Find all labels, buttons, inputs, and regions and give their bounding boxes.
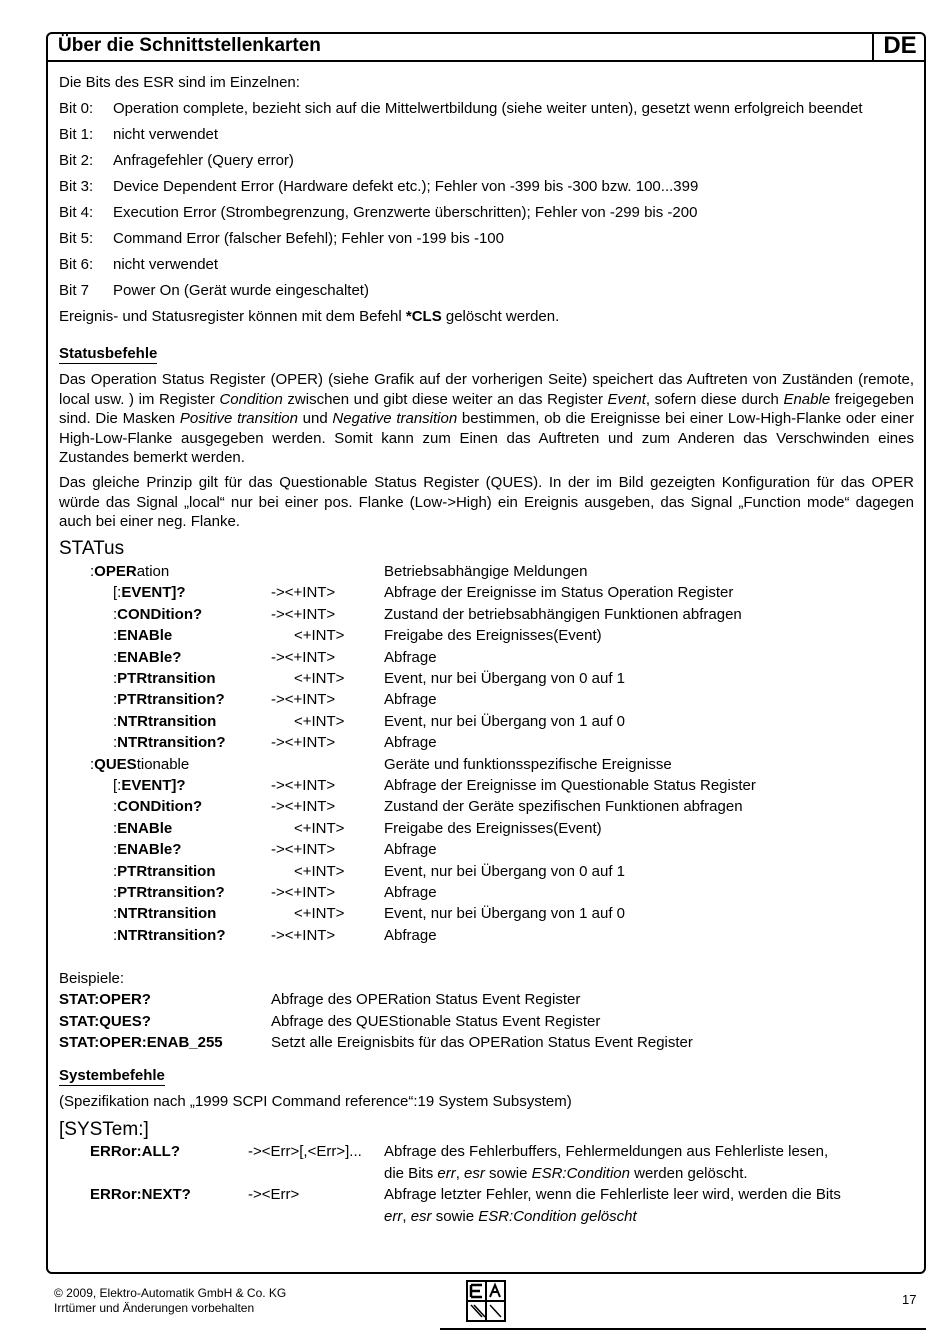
status-description: Freigabe des Ereignisses(Event): [384, 627, 602, 645]
status-command: [113, 713, 216, 730]
italic-term: ESR:Condition: [531, 1165, 630, 1182]
cmd-prefix: :: [113, 841, 118, 859]
cmd-rest: ition?: [161, 798, 203, 816]
status-description: Abfrage: [384, 884, 437, 901]
status-root-command: STATus: [59, 538, 125, 559]
status-description: Abfrage: [384, 691, 437, 709]
cmd-prefix: :: [113, 862, 118, 880]
clear-note: [59, 308, 559, 325]
bit-label: Bit 2:: [59, 152, 94, 169]
bit-description: Command Error (falscher Befehl); Fehler von -199 bis -100: [113, 230, 504, 247]
system-root-command: [SYSTem:]: [59, 1119, 149, 1140]
cmd-prefix: :: [90, 563, 95, 580]
status-param: -><+INT>: [271, 926, 336, 944]
system-param: -><Err>: [248, 1186, 300, 1203]
status-param: -><+INT>: [271, 841, 336, 859]
status-param: -><+INT>: [271, 884, 336, 901]
language-badge: DE: [872, 32, 926, 60]
status-description: Event, nur bei Übergang von 0 auf 1: [384, 670, 625, 687]
system-description-cont: [384, 1165, 748, 1182]
cmd-prefix: [:: [113, 584, 122, 602]
italic-term: Negative transition: [332, 410, 458, 427]
text: und: [297, 410, 333, 427]
system-command: ERRor:ALL?: [90, 1143, 180, 1160]
status-param: -><+INT>: [271, 584, 336, 602]
bit-label: Bit 5:: [59, 230, 94, 247]
status-command: [113, 649, 181, 666]
cmd-prefix: :: [113, 605, 118, 623]
status-param: <+INT>: [294, 905, 345, 923]
italic-term: Positive transition: [179, 410, 298, 427]
bit-description: Operation complete, bezieht sich auf die Mittelwertbildung (siehe weiter unten), gesetzt wenn erfolgreich beendet: [113, 100, 863, 117]
status-paragraph-1: [59, 370, 914, 468]
cmd-prefix: [:: [113, 777, 122, 794]
cmd-short: EVENT]?: [121, 777, 186, 794]
example-description: Setzt alle Ereignisbits für das OPERation Status Event Register: [271, 1034, 693, 1051]
status-command: [90, 756, 189, 773]
cmd-short: ENAB: [117, 819, 160, 837]
cmd-short: PTR: [117, 862, 148, 880]
status-description: Abfrage: [384, 926, 437, 944]
status-param: -><+INT>: [271, 734, 336, 752]
bit-label: Bit 4:: [59, 204, 94, 221]
status-command: [113, 841, 181, 858]
cmd-short: COND: [117, 798, 162, 816]
status-description: Abfrage: [384, 648, 437, 666]
italic-term: err: [384, 1208, 403, 1225]
status-command: [113, 584, 186, 601]
text: ,: [455, 1165, 465, 1182]
status-command: [113, 627, 172, 644]
text: sowie: [431, 1208, 479, 1225]
status-param: <+INT>: [294, 670, 345, 687]
status-description: Zustand der Geräte spezifischen Funktionen abfragen: [384, 798, 743, 816]
cmd-prefix: :: [113, 627, 118, 645]
cmd-short: ENAB: [117, 841, 160, 859]
text: freigegeben sind. Die Masken: [59, 390, 914, 427]
system-spec: (Spezifikation nach „1999 SCPI Command reference“:19 System Subsystem): [59, 1093, 572, 1110]
cmd-short: COND: [117, 605, 162, 623]
cmd-prefix: :: [113, 712, 118, 730]
status-command: [113, 884, 225, 901]
text: ,: [402, 1208, 411, 1225]
cmd-rest: transition?: [147, 691, 225, 709]
cmd-short: NTR: [117, 734, 148, 752]
cmd-rest: transition?: [148, 734, 226, 752]
cmd-prefix: :: [113, 648, 118, 666]
italic-term: Event: [607, 390, 646, 408]
page-header: [46, 32, 926, 62]
bits-intro: Die Bits des ESR sind im Einzelnen:: [59, 74, 300, 91]
bit-description: nicht verwendet: [113, 256, 219, 273]
italic-term: err: [437, 1165, 456, 1182]
text: , sofern diese durch: [645, 390, 784, 408]
cmd-short: EVENT]?: [121, 584, 186, 602]
system-param: -><Err>[,<Err>]...: [248, 1143, 362, 1160]
bit-description: Anfragefehler (Query error): [113, 152, 294, 169]
status-command: [113, 606, 202, 623]
example-description: Abfrage des QUEStionable Status Event Register: [271, 1013, 601, 1030]
cmd-short: PTR: [117, 670, 148, 687]
status-command: [113, 670, 216, 687]
cmd-rest: transition: [148, 712, 217, 730]
cmd-rest: le?: [159, 841, 182, 859]
status-command: [113, 798, 202, 815]
italic-term: Condition: [219, 390, 283, 408]
cmd-prefix: :: [90, 755, 95, 773]
bit-description: Power On (Gerät wurde eingeschaltet): [113, 282, 369, 299]
clear-note-text: gelöscht werden.: [441, 308, 560, 325]
text: die Bits: [384, 1165, 438, 1182]
status-command: [113, 777, 186, 794]
bit-label: Bit 0:: [59, 100, 94, 117]
bit-label: Bit 3:: [59, 178, 94, 195]
cmd-short: PTR: [117, 691, 148, 709]
status-command: [113, 863, 216, 880]
status-param: <+INT>: [294, 819, 345, 837]
status-command: [113, 905, 216, 922]
status-paragraph-2: Das gleiche Prinzip gilt für das Questionable Status Register (QUES). In der im Bild gezeigten Konfiguration für das OPER würde das Signal „local“ nur bei einer pos. Flanke (Low->High) ein Ereignis ausgeben, das Signal „Function mode“ dagegen auch bei einer neg. Flanke.: [59, 474, 914, 530]
status-description: Betriebsabhängige Meldungen: [384, 563, 588, 580]
cmd-rest: le: [159, 627, 173, 645]
page-title: Über die Schnittstellenkarten: [58, 35, 321, 56]
section-heading-system: Systembefehle: [59, 1067, 165, 1084]
cmd-prefix: :: [113, 926, 118, 944]
bit-label: Bit 6:: [59, 256, 94, 273]
example-command: STAT:OPER:ENAB_255: [59, 1034, 223, 1051]
status-param: -><+INT>: [271, 605, 336, 623]
cmd-short: NTR: [117, 926, 148, 944]
cls-command: *CLS: [405, 308, 442, 325]
status-command: [113, 927, 226, 944]
example-command: STAT:OPER?: [59, 991, 151, 1008]
cmd-prefix: :: [113, 734, 118, 752]
italic-term: esr: [464, 1165, 485, 1182]
cmd-short: QUES: [94, 755, 137, 773]
status-description: Event, nur bei Übergang von 0 auf 1: [384, 862, 625, 880]
cmd-rest: transition: [147, 670, 216, 687]
cmd-prefix: :: [113, 691, 118, 709]
status-param: -><+INT>: [271, 648, 336, 666]
cmd-rest: transition: [148, 905, 217, 923]
cmd-short: ENAB: [117, 627, 160, 645]
status-command: [113, 734, 226, 751]
cmd-rest: ition?: [161, 605, 203, 623]
footer-rule: [440, 1328, 926, 1330]
status-param: <+INT>: [294, 862, 345, 880]
examples-label: Beispiele:: [59, 970, 125, 987]
ea-logo-icon: [466, 1280, 506, 1322]
status-description: Abfrage der Ereignisse im Questionable Status Register: [384, 777, 756, 794]
status-description: Abfrage: [384, 841, 437, 859]
page-number: 17: [902, 1292, 917, 1307]
cmd-prefix: :: [113, 884, 118, 901]
status-param: <+INT>: [294, 627, 345, 645]
status-description: Geräte und funktionsspezifische Ereignisse: [384, 755, 672, 773]
status-description: Freigabe des Ereignisses(Event): [384, 819, 602, 837]
system-description-cont: [384, 1208, 637, 1225]
bit-description: nicht verwendet: [113, 126, 219, 143]
footer-copyright: © 2009, Elektro-Automatik GmbH & Co. KG: [54, 1286, 287, 1300]
cmd-rest: transition: [147, 862, 216, 880]
cmd-prefix: :: [113, 905, 118, 923]
cmd-rest: tionable: [136, 755, 190, 773]
cmd-short: PTR: [117, 884, 148, 901]
status-description: Event, nur bei Übergang von 1 auf 0: [384, 905, 625, 923]
bit-label: Bit 7: [59, 282, 90, 299]
status-param: -><+INT>: [271, 798, 336, 816]
bit-description: Execution Error (Strombegrenzung, Grenzwerte überschritten); Fehler von -299 bis -200: [113, 204, 698, 221]
cmd-rest: transition?: [147, 884, 225, 901]
bit-label: Bit 1:: [59, 126, 94, 143]
text: werden gelöscht.: [629, 1165, 748, 1182]
section-heading-status: Statusbefehle: [59, 345, 158, 362]
cmd-short: NTR: [117, 905, 148, 923]
clear-note-text: Ereignis- und Statusregister können mit dem Befehl: [59, 308, 406, 325]
cmd-short: NTR: [117, 712, 148, 730]
example-description: Abfrage des OPERation Status Event Register: [271, 991, 581, 1008]
cmd-rest: transition?: [148, 926, 226, 944]
status-command: [90, 563, 169, 580]
italic-term: ESR:Condition gelöscht: [478, 1208, 637, 1225]
cmd-rest: ation: [136, 563, 170, 580]
cmd-short: ENAB: [117, 648, 160, 666]
status-description: Abfrage: [384, 734, 437, 752]
status-description: Abfrage der Ereignisse im Status Operation Register: [384, 584, 734, 602]
status-command: [113, 820, 172, 837]
status-description: Event, nur bei Übergang von 1 auf 0: [384, 712, 625, 730]
text: bestimmen, ob die Ereignisse bei einer Low-High-Flanke oder einer High-Low-Flanke ausgegeben werden. Somit kann zum Einen das Auftreten und zum Anderen das Verschwinden eines Zustandes bemerkt werden.: [59, 410, 914, 466]
system-command: ERRor:NEXT?: [90, 1186, 191, 1203]
italic-term: Enable: [783, 390, 831, 408]
status-description: Zustand der betriebsabhängigen Funktionen abfragen: [384, 605, 742, 623]
footer-note: Irrtümer und Änderungen vorbehalten: [54, 1301, 255, 1315]
status-param: <+INT>: [294, 712, 345, 730]
bit-description: Device Dependent Error (Hardware defekt etc.); Fehler von -399 bis -300 bzw. 100...399: [113, 178, 699, 195]
system-description: Abfrage letzter Fehler, wenn die Fehlerliste leer wird, werden die Bits: [384, 1186, 841, 1203]
example-command: STAT:QUES?: [59, 1013, 151, 1030]
italic-term: esr: [410, 1208, 432, 1225]
text: zwischen und gibt diese weiter an das Register: [282, 390, 608, 408]
cmd-rest: le?: [159, 648, 182, 666]
status-command: [113, 691, 225, 708]
cmd-prefix: :: [113, 798, 118, 816]
text: sowie: [484, 1165, 532, 1182]
cmd-short: OPER: [94, 563, 137, 580]
text: Das Operation Status Register (OPER) (siehe Grafik auf der vorherigen Seite) speichert das Auftreten von Zuständen (remote, local usw. ) im Register: [59, 371, 914, 408]
system-description: Abfrage des Fehlerbuffers, Fehlermeldungen aus Fehlerliste lesen,: [384, 1143, 829, 1160]
status-param: -><+INT>: [271, 691, 336, 709]
cmd-rest: le: [159, 819, 173, 837]
status-param: -><+INT>: [271, 777, 336, 794]
cmd-prefix: :: [113, 670, 118, 687]
cmd-prefix: :: [113, 819, 118, 837]
